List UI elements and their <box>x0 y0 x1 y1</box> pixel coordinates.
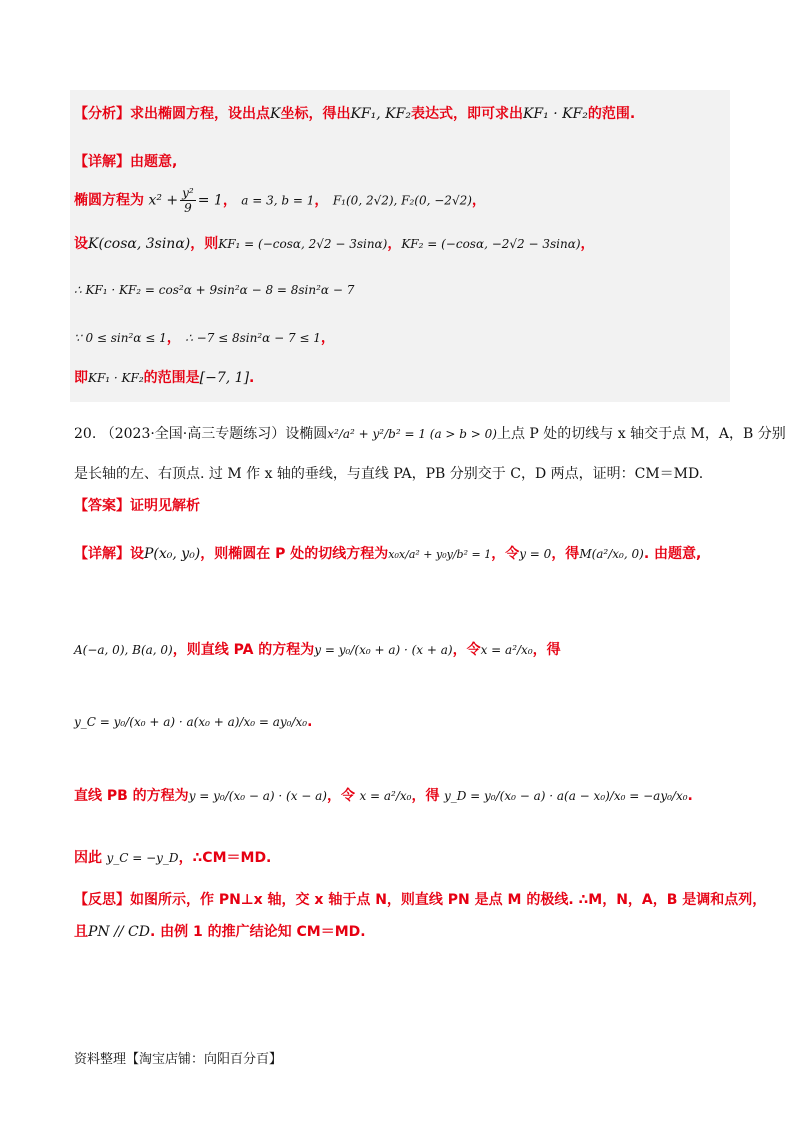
yD-eq: y_D = y₀/(x₀ − a) · a(a − x₀)/x₀ = −ay₀/x₀ <box>443 789 688 803</box>
answer-text: 证明见解析 <box>130 498 200 514</box>
PB-eq: y = y₀/(x₀ − a) · (x − a) <box>188 789 327 803</box>
problem-ellipse: x²/a² + y²/b² = 1 (a > b > 0) <box>327 427 497 441</box>
analysis-label: 【分析】 <box>74 106 130 122</box>
problem-line-2 <box>74 464 703 484</box>
detail1-label: 【详解】 <box>74 154 130 170</box>
reflection-line2-expr: PN // CD <box>88 924 150 940</box>
detail1-conclusion-line: 即KF₁ · KF₂的范围是[−7, 1]. <box>74 370 255 386</box>
K-coord: K(cosα, 3sinα) <box>88 236 191 252</box>
P-coord: P(x₀, y₀) <box>144 546 201 562</box>
detail2-conclusion-line <box>74 848 271 868</box>
M-coord: M(a²/x₀, 0) <box>579 547 644 561</box>
ellipse-eq-rhs: = 1 <box>197 192 223 209</box>
problem-number: 20. <box>74 426 97 442</box>
tangent-eq: x₀x/a² + y₀y/b² = 1 <box>388 548 492 561</box>
range1: ∵ 0 ≤ sin²α ≤ 1 <box>74 331 167 345</box>
get-text: ，得 <box>551 546 580 562</box>
analysis-expr2: KF₁ · KF₂ <box>522 106 588 122</box>
KF2-vector: KF₂ = (−cosα, −2√2 − 3sinα) <box>401 237 581 251</box>
AB-coords: A(−a, 0), B(a, 0) <box>74 643 173 657</box>
foci: F₁(0, 2√2), F₂(0, −2√2) <box>332 193 472 208</box>
footer: 资料整理【淘宝店铺：向阳百分百】 <box>74 1052 283 1067</box>
problem-line-1 <box>74 424 786 444</box>
get2-text: ，得 <box>532 642 561 658</box>
problem-text2: 上点 P 处的切线与 x 轴交于点 M，A，B 分别 <box>496 426 786 442</box>
yC-eq: y_C = y₀/(x₀ + a) · a(x₀ + a)/x₀ = ay₀/x₀ <box>74 715 308 729</box>
yC-yD: y_C = −y_D <box>106 851 179 865</box>
x-eq-2: x = a²/x₀ <box>359 789 412 803</box>
problem-text1: 设椭圆 <box>285 426 328 442</box>
detail2-label: 【详解】 <box>74 546 130 562</box>
reflection-line2-post: . 由例 1 的推广结论知 CM＝MD. <box>149 924 366 940</box>
then-text: ，则 <box>190 236 219 252</box>
range2: ∴ −7 ≤ 8sin²α − 7 ≤ 1 <box>185 331 321 345</box>
problem-source: （2023·全国·高三专题练习） <box>100 426 286 442</box>
ellipse-den: 9 <box>180 200 196 215</box>
tangent-text: ，则椭圆在 P 处的切线方程为 <box>200 546 389 562</box>
analysis-point: K <box>270 106 281 122</box>
detail2-yC-line: y_C = y₀/(x₀ + a) · a(x₀ + a)/x₀ = ay₀/x₀. <box>74 714 313 730</box>
analysis-text4: 的范围. <box>587 106 636 122</box>
detail2-line-2 <box>74 640 561 660</box>
answer-label: 【答案】 <box>74 498 130 514</box>
dot-product: ∴ KF₁ · KF₂ = cos²α + 9sin²α − 8 = 8sin²α − 7 <box>74 283 355 297</box>
detail2-line-1 <box>74 544 701 565</box>
detail1-intro: 由题意, <box>130 154 178 170</box>
analysis-text1: 求出椭圆方程，设出点 <box>130 106 270 122</box>
ellipse-fraction <box>180 186 196 215</box>
detail1-K-line: 设K(cosα, 3sinα)，则KF₁ = (−cosα, 2√2 − 3sinα)，KF₂ = (−cosα, −2√2 − 3sinα)， <box>74 236 595 252</box>
concl-text: 的范围是 <box>143 370 200 386</box>
answer-line <box>74 496 200 516</box>
PB-text: 直线 PB 的方程为 <box>74 788 189 804</box>
let-eq: y = 0 <box>519 547 552 561</box>
KF1-vector: KF₁ = (−cosα, 2√2 − 3sinα) <box>218 237 388 251</box>
detail1-dot-line <box>74 280 354 300</box>
set-label: 设 <box>74 236 88 252</box>
reflection-line-1 <box>74 890 766 910</box>
analysis-text2: 坐标，得出 <box>280 106 351 122</box>
detail2-PB-line: 直线 PB 的方程为y = y₀/(x₀ − a) · (x − a)，令 x = a²/x₀，得 y_D = y₀/(x₀ − a) · a(a − x₀)/x₀ = −ay₀/x₀. <box>74 788 693 804</box>
reflection-line1: 如图所示，作 PN⊥x 轴，交 x 轴于点 N，则直线 PN 是点 M 的极线. ∴M，N，A，B 是调和点列， <box>130 892 767 908</box>
detail1-heading <box>74 152 177 172</box>
therefore-concl: ，∴CM＝MD. <box>178 850 272 866</box>
detail1-ellipse-line: 椭圆方程为 x² + $\frac{\text{y²}}{9}$ = 1， a = 3, b = 1， F₁(0, 2√2), F₂(0, −2√2)， <box>74 186 486 215</box>
reflection-line-2 <box>74 922 366 942</box>
detail2-set: 设 <box>130 546 144 562</box>
by-text: . 由题意, <box>643 546 702 562</box>
let2-text: ，令 <box>452 642 481 658</box>
PA-eq: y = y₀/(x₀ + a) · (x + a) <box>314 643 453 657</box>
therefore-text: 因此 <box>74 850 102 866</box>
ab-values: a = 3, b = 1 <box>241 193 315 208</box>
concl-expr: KF₁ · KF₂ <box>88 371 144 385</box>
PA-text: ，则直线 PA 的方程为 <box>172 642 315 658</box>
problem-line2: 是长轴的左、右顶点. 过 M 作 x 轴的垂线，与直线 PA，PB 分别交于 C，D 两点，证明：CM＝MD. <box>74 466 704 482</box>
analysis-line <box>74 104 635 124</box>
concl-label: 即 <box>74 370 88 386</box>
concl-range: [−7, 1] <box>199 370 250 386</box>
analysis-expr: KF₁, KF₂ <box>350 106 411 122</box>
ellipse-eq-lhs: x² + <box>148 192 179 209</box>
x-eq: x = a²/x₀ <box>480 643 533 657</box>
reflection-label: 【反思】 <box>74 892 130 908</box>
ellipse-num: y² <box>182 186 194 200</box>
detail1-range-line: ∵ 0 ≤ sin²α ≤ 1， ∴ −7 ≤ 8sin²α − 7 ≤ 1， <box>74 330 335 346</box>
ellipse-label: 椭圆方程为 <box>74 192 144 209</box>
let-text: ，令 <box>491 546 520 562</box>
reflection-line2-pre: 且 <box>74 924 88 940</box>
analysis-text3: 表达式，即可求出 <box>410 106 523 122</box>
